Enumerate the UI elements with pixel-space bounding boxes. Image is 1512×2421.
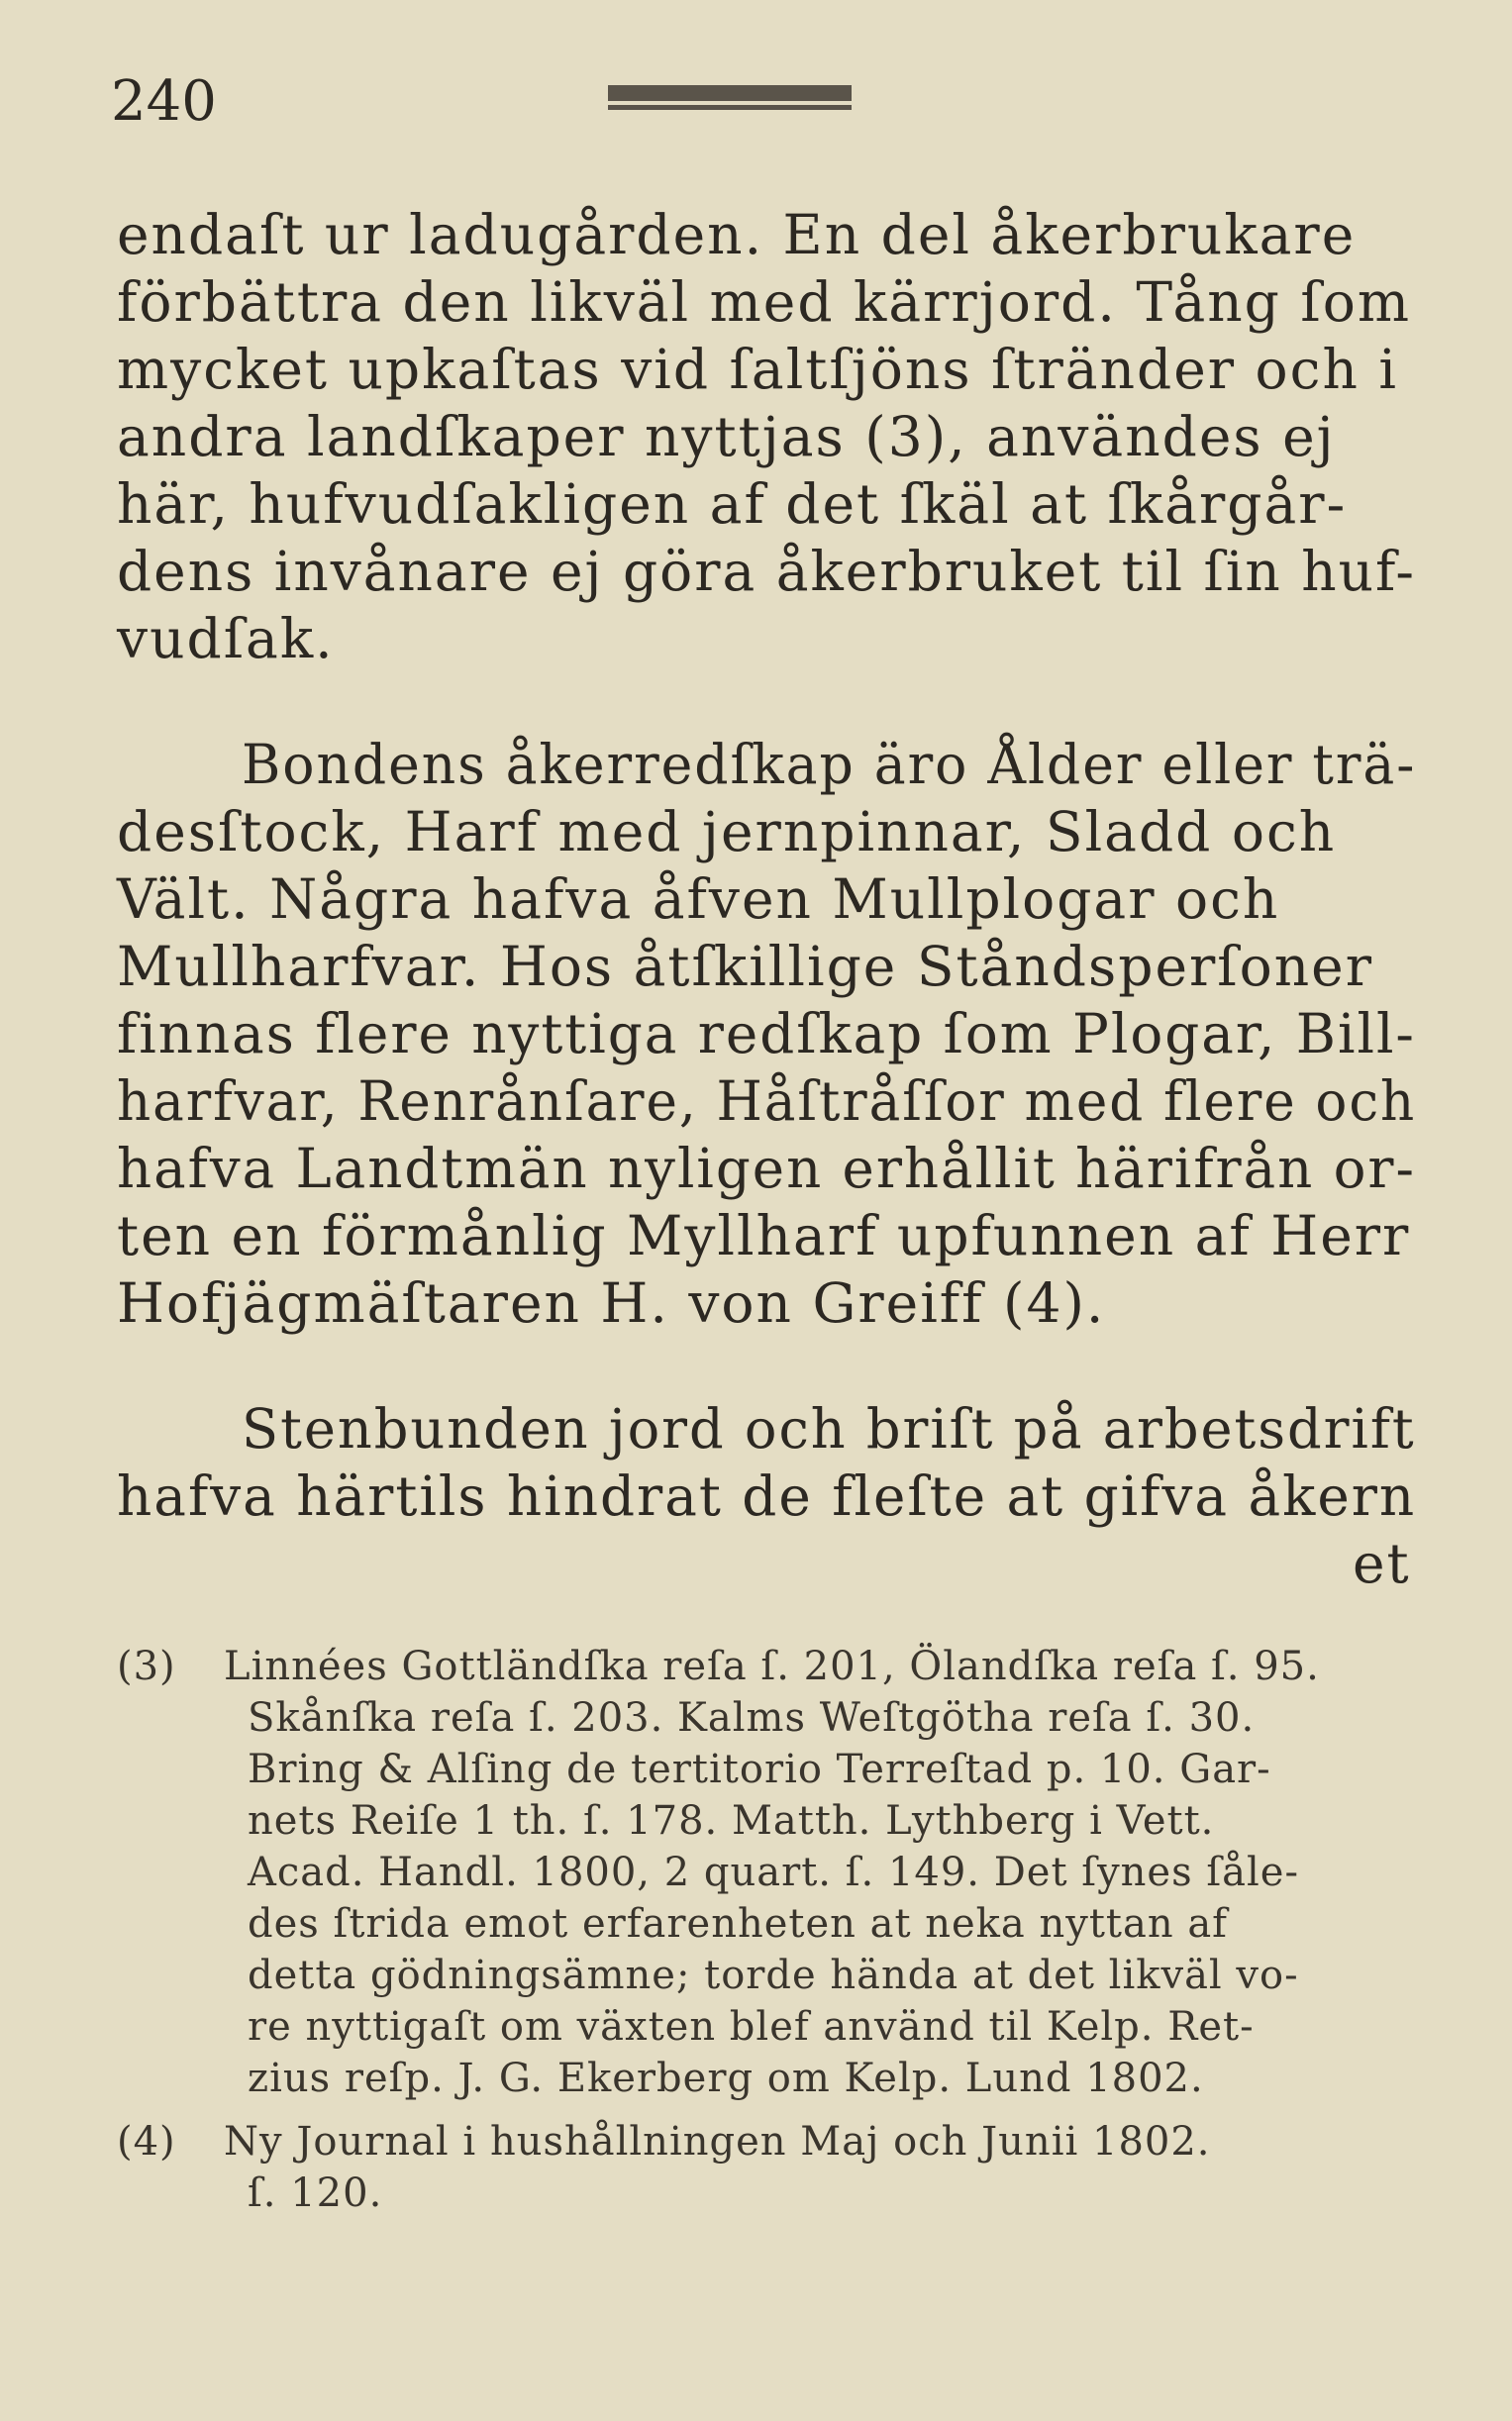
paragraph-3-line-1: Stenbunden jord och briſt på arbetsdrift [242,1397,1416,1461]
header-rule-thin [608,105,852,110]
paragraph-2-line-8: ten en förmånlig Myllharf upfunnen af Herr [117,1204,1411,1267]
footnote-3-line-2: Skånſka reſa ſ. 203. Kalms Weſtgötha reſa ſ. 30. [248,1695,1256,1741]
footnote-3-line-4: nets Reiſe 1 th. ſ. 178. Matth. Lythberg i Vett. [248,1798,1215,1844]
catchword: et [1353,1532,1411,1595]
paragraph-2-line-9: Hofjägmäſtaren H. von Greiff (4). [117,1271,1106,1335]
footnote-3-line-5: Acad. Handl. 1800, 2 quart. ſ. 149. Det ſynes ſåle- [248,1850,1299,1895]
paragraph-2-line-5: finnas flere nyttiga redſkap ſom Plogar, Bill- [117,1002,1416,1065]
footnote-3-line-8: re nyttigaſt om växten blef använd til Kelp. Ret- [248,2004,1255,2050]
paragraph-1-line-5: här, hufvudſakligen af det ſkäl at ſkårgår- [117,472,1348,536]
paragraph-2-line-6: harfvar, Renrånſare, Håſtråſſor med flere och [117,1069,1417,1133]
footnote-3-line-6: des ſtrida emot erfarenheten at neka nyttan af [248,1901,1228,1947]
paragraph-2-line-2: desſtock, Harf med jernpinnar, Sladd och [117,800,1337,863]
paragraph-2-line-4: Mullharfvar. Hos åtſkillige Ståndsperſoner [117,935,1374,998]
footnote-4-marker: (4) [117,2119,176,2165]
paragraph-1-line-2: förbättra den likväl med kärrjord. Tång ſom [117,270,1411,334]
footnote-4-line-1: Ny Journal i hushållningen Maj och Junii 1802. [224,2119,1211,2165]
footnote-3-line-3: Bring & Alſing de tertitorio Terreſtad p. 10. Gar- [248,1747,1271,1792]
footnote-3-line-1: Linnées Gottländſka reſa ſ. 201, Ölandſka reſa ſ. 95. [224,1644,1320,1689]
footnote-3-marker: (3) [117,1644,176,1689]
paragraph-2-line-3: Vält. Några hafva åfven Mullplogar och [117,867,1280,931]
page-number: 240 [111,69,217,134]
footnote-3-line-7: detta gödningsämne; torde hända at det likväl vo- [248,1953,1299,1998]
paragraph-3-line-2: hafva härtils hindrat de fleſte at gifva åkern [117,1464,1417,1528]
paragraph-1-line-3: mycket upkaſtas vid ſaltſjöns ſtränder och i [117,338,1398,401]
header-rule [608,85,852,101]
paragraph-1-line-7: vudſak. [117,607,335,670]
footnote-4-line-2: ſ. 120. [248,2170,383,2216]
footnote-3-line-9: zius reſp. J. G. Ekerberg om Kelp. Lund 1802. [248,2056,1204,2101]
paragraph-2-line-7: hafva Landtmän nyligen erhållit härifrån or- [117,1137,1416,1200]
paragraph-1-line-4: andra landſkaper nyttjas (3), användes ej [117,405,1336,468]
paragraph-1-line-6: dens invånare ej göra åkerbruket til ſin huf- [117,540,1417,603]
paragraph-2-line-1: Bondens åkerredſkap äro Ålder eller trä- [242,733,1417,796]
paragraph-1-line-1: endaſt ur ladugården. En del åkerbrukare [117,203,1357,266]
